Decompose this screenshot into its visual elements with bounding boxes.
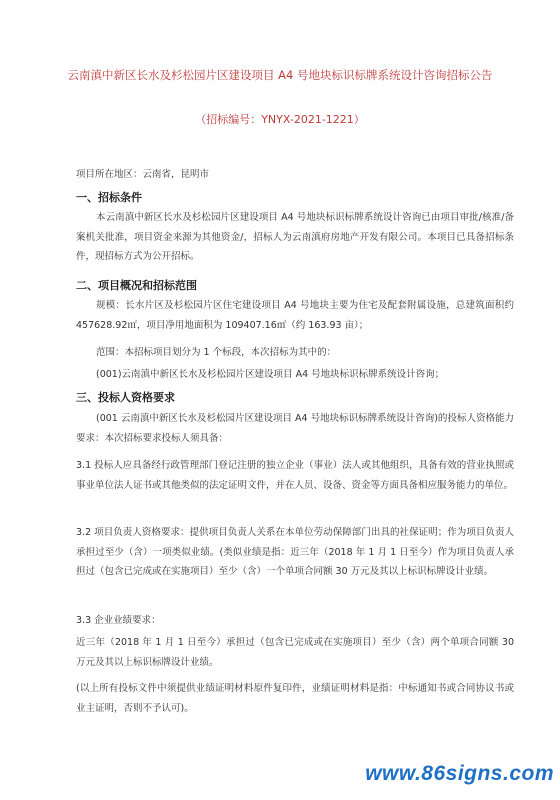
section-heading-2: 二、项目概况和招标范围 xyxy=(76,279,197,292)
qualification-intro: (001 云南滇中新区长水及杉松园片区建设项目 A4 号地块标识标牌系统设计咨询)的投标人资格能力要求：本次招标要求投标人须具备： xyxy=(76,413,514,444)
section-heading-3: 三、投标人资格要求 xyxy=(76,391,175,404)
evidence-note: (以上所有投标文件中须提供业绩证明材料原件复印件，业绩证明材料是指：中标通知书或合同协议书或业主证明，否则不予认可)。 xyxy=(76,683,514,714)
requirement-3-2: 3.2 项目负责人资格要求：提供项目负责人关系在本单位劳动保障部门出具的社保证明；作为项目负责人承担过至少（含）一项类似业绩。(类似业绩是指：近三年（2018 年 1 月 1 日至今）作为项目负责人承担过（包含已完成或在实施项目）至少（含）一个单项合同额 30 万元及其以上标识标牌设计业绩。 xyxy=(76,527,514,577)
requirement-3-1: 3.1 投标人应具备经行政管理部门登记注册的独立企业（事业）法人或其他组织，具备有效的营业执照或事业单位法人证书或其他类似的法定证明文件，并在人员、设备、资金等方面具备相应服务能力的单位。 xyxy=(76,460,514,491)
document-number: （招标编号：YNYX-2021-1221） xyxy=(195,113,365,126)
site-watermark: www.86signs.com xyxy=(365,762,554,785)
project-scale: 规模：长水片区及杉松园片区住宅建设项目 A4 号地块主要为住宅及配套附属设施，总建筑面积约 457628.92㎡，项目净用地面积为 109407.16㎡（约 163.93 亩）； xyxy=(76,300,514,331)
project-location: 项目所在地区：云南省，昆明市 xyxy=(76,169,210,180)
requirement-3-3-title: 3.3 企业业绩要求： xyxy=(76,615,161,626)
tender-scope: 范围：本招标项目划分为 1 个标段，本次招标为其中的： xyxy=(96,347,337,358)
tender-lot: (001)云南滇中新区长水及杉松园片区建设项目 A4 号地块标识标牌系统设计咨询； xyxy=(96,369,445,380)
section-body-1: 本云南滇中新区长水及杉松园片区建设项目 A4 号地块标识标牌系统设计咨询已由项目审批/核准/备案机关批准，项目资金来源为其他资金/，招标人为云南滇府房地产开发有限公司。本项目已具备招标条件，现招标方式为公开招标。 xyxy=(76,212,514,262)
requirement-3-3: 近三年（2018 年 1 月 1 日至今）承担过（包含已完成或在实施项目）至少（含）两个单项合同额 30 万元及其以上标识标牌设计业绩。 xyxy=(76,637,514,668)
section-heading-1: 一、招标条件 xyxy=(76,191,142,204)
page-title: 云南滇中新区长水及杉松园片区建设项目 A4 号地块标识标牌系统设计咨询招标公告 xyxy=(67,68,493,82)
